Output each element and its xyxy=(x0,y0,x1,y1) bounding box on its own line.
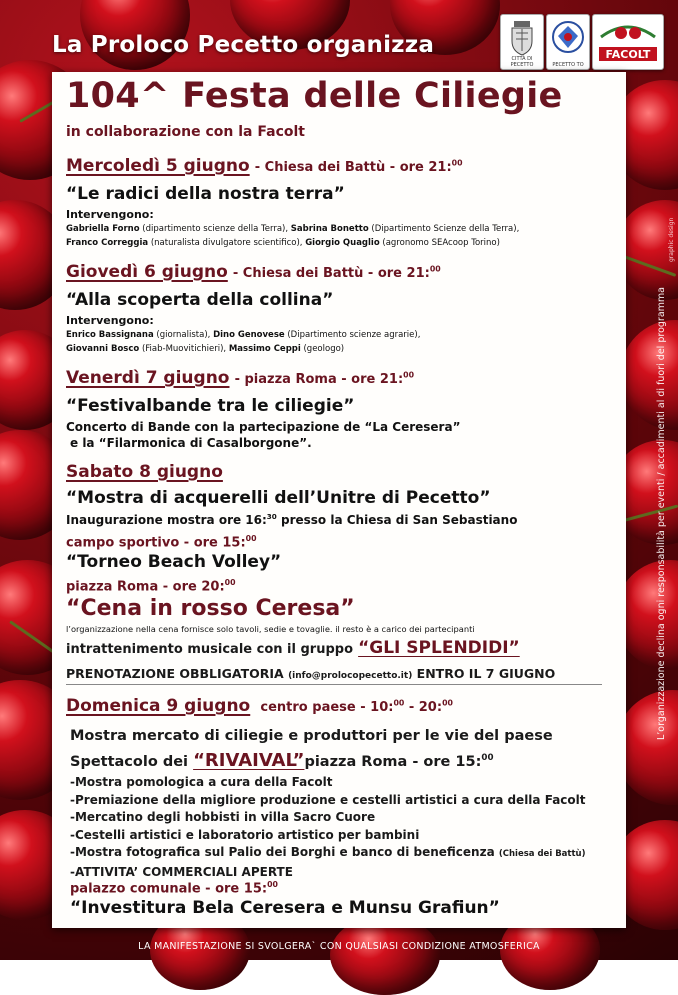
thu-speakers-line-1: Enrico Bassignana (giornalista), Dino Genovese (Dipartimento scienze agrarie), xyxy=(66,330,421,340)
sat-event-1-description: Inaugurazione mostra ore 16:$^{30}$ presso la Chiesa di San Sebastiano xyxy=(66,512,518,527)
festival-title: 104^ Festa delle Ciliegie xyxy=(66,76,563,116)
thu-event-title: “Alla scoperta della collina” xyxy=(66,290,334,310)
comune-coat-of-arms-logo: CITTÀ DI PECETTO xyxy=(500,14,544,70)
sun-place-2: palazzo comunale - ore 15:$^{00}$ xyxy=(70,880,278,897)
proloco-badge-icon xyxy=(547,15,589,61)
band-name: “GLI SPLENDIDI” xyxy=(358,638,520,658)
sat-place-2: campo sportivo - ore 15:$^{00}$ xyxy=(66,534,257,551)
weather-notice-footer: LA MANIFESTAZIONE SI SVOLGERA` CON QUALSIASI CONDIZIONE ATMOSFERICA xyxy=(138,941,540,952)
sun-market-line: Mostra mercato di ciliegie e produttori per le vie del paese xyxy=(70,728,553,744)
sat-event-3-title: “Cena in rosso Ceresa” xyxy=(66,596,355,621)
thu-heading xyxy=(66,262,441,282)
sun-activity-item: -ATTIVITA’ COMMERCIALI APERTE xyxy=(70,864,293,879)
wed-speakers-line-2: Franco Correggia (naturalista divulgatore scientifico), Giorgio Quaglio (agronomo SEAcoop Torino) xyxy=(66,238,500,248)
thu-speakers-label: Intervengono: xyxy=(66,314,154,327)
sun-activity-item: -Cestelli artistici e laboratorio artistico per bambini xyxy=(70,827,420,842)
svg-text:FACOLT: FACOLT xyxy=(605,48,651,61)
facolt-cherry-icon xyxy=(593,15,663,69)
sun-activity-item: -Mostra pomologica a cura della Facolt xyxy=(70,775,333,789)
wed-place-time: - Chiesa dei Battù - ore 21:$^{00}$ xyxy=(254,158,463,175)
sat-booking-line: PRENOTAZIONE OBBLIGATORIA (info@prolocopecetto.it) ENTRO IL 7 GIUGNO xyxy=(66,666,556,681)
sun-activity-list xyxy=(70,774,586,881)
sun-show-line: Spettacolo dei “RIVAIVAL”piazza Roma - ore 15:$^{00}$ xyxy=(70,750,494,771)
sun-place-time: centro paese - 10:$^{00}$ - 20:$^{00}$ xyxy=(260,698,453,715)
sun-heading xyxy=(66,696,453,716)
fri-place-time: - piazza Roma - ore 21:$^{00}$ xyxy=(234,370,415,387)
wed-speakers-label: Intervengono: xyxy=(66,208,154,221)
sun-day: Domenica 9 giugno xyxy=(66,696,251,716)
fri-heading xyxy=(66,368,414,388)
sat-event-2-title: “Torneo Beach Volley” xyxy=(66,552,282,572)
rivaival-name: “RIVAIVAL” xyxy=(193,750,305,771)
sat-music-line: intrattenimento musicale con il gruppo “GLI SPLENDIDI” xyxy=(66,638,520,658)
sat-place-3: piazza Roma - ore 20:$^{00}$ xyxy=(66,578,236,595)
fri-description-2: e la “Filarmonica di Casalborgone”. xyxy=(70,436,312,450)
thu-day: Giovedì 6 giugno xyxy=(66,262,228,282)
sat-day: Sabato 8 giugno xyxy=(66,462,223,482)
wed-event-title: “Le radici della nostra terra” xyxy=(66,184,345,204)
sun-final-event-title: “Investitura Bela Ceresera e Munsu Grafiun” xyxy=(70,898,500,918)
sun-activity-item: -Mostra fotografica sul Palio dei Borghi e banco di beneficenza (Chiesa dei Battù) xyxy=(70,845,586,859)
organizer-heading: La Proloco Pecetto organizza xyxy=(52,32,435,58)
coat-of-arms-icon xyxy=(501,15,543,61)
section-divider xyxy=(66,684,602,685)
program-panel xyxy=(52,72,626,928)
fri-description-1: Concerto di Bande con la partecipazione de “La Ceresera” xyxy=(66,420,461,434)
wed-speakers-line-1: Gabriella Forno (dipartimento scienze della Terra), Sabrina Bonetto (Dipartimento Scienze della Terra), xyxy=(66,224,520,234)
wed-day: Mercoledì 5 giugno xyxy=(66,156,250,176)
thu-speakers-line-2: Giovanni Bosco (Fiab-Muovitichieri), Massimo Ceppi (geologo) xyxy=(66,344,345,354)
sun-activity-item: -Premiazione della migliore produzione e cestelli artistici a cura della Facolt xyxy=(70,792,586,807)
proloco-pecetto-logo: PECETTO TO xyxy=(546,14,590,70)
facolt-logo xyxy=(592,14,664,70)
booking-email: (info@prolocopecetto.it) xyxy=(288,671,413,681)
wed-heading xyxy=(66,156,463,176)
disclaimer-vertical: L’organizzazione declina ogni responsabilità per eventi / accadimenti al di fuori del programma xyxy=(656,287,667,740)
thu-place-time: - Chiesa dei Battù - ore 21:$^{00}$ xyxy=(232,264,441,281)
sun-activity-item: -Mercatino degli hobbisti in villa Sacro Cuore xyxy=(70,810,376,824)
festival-subtitle: in collaborazione con la Facolt xyxy=(66,124,305,140)
design-credit: graphic design xyxy=(668,217,675,262)
fri-event-title: “Festivalbande tra le ciliegie” xyxy=(66,396,355,416)
fri-day: Venerdì 7 giugno xyxy=(66,368,230,388)
sat-event-1-title: “Mostra di acquerelli dell’Unitre di Pecetto” xyxy=(66,488,491,508)
sat-dinner-note: l’organizzazione nella cena fornisce solo tavoli, sedie e tovaglie. il resto è a carico dei partecipanti xyxy=(66,624,475,634)
